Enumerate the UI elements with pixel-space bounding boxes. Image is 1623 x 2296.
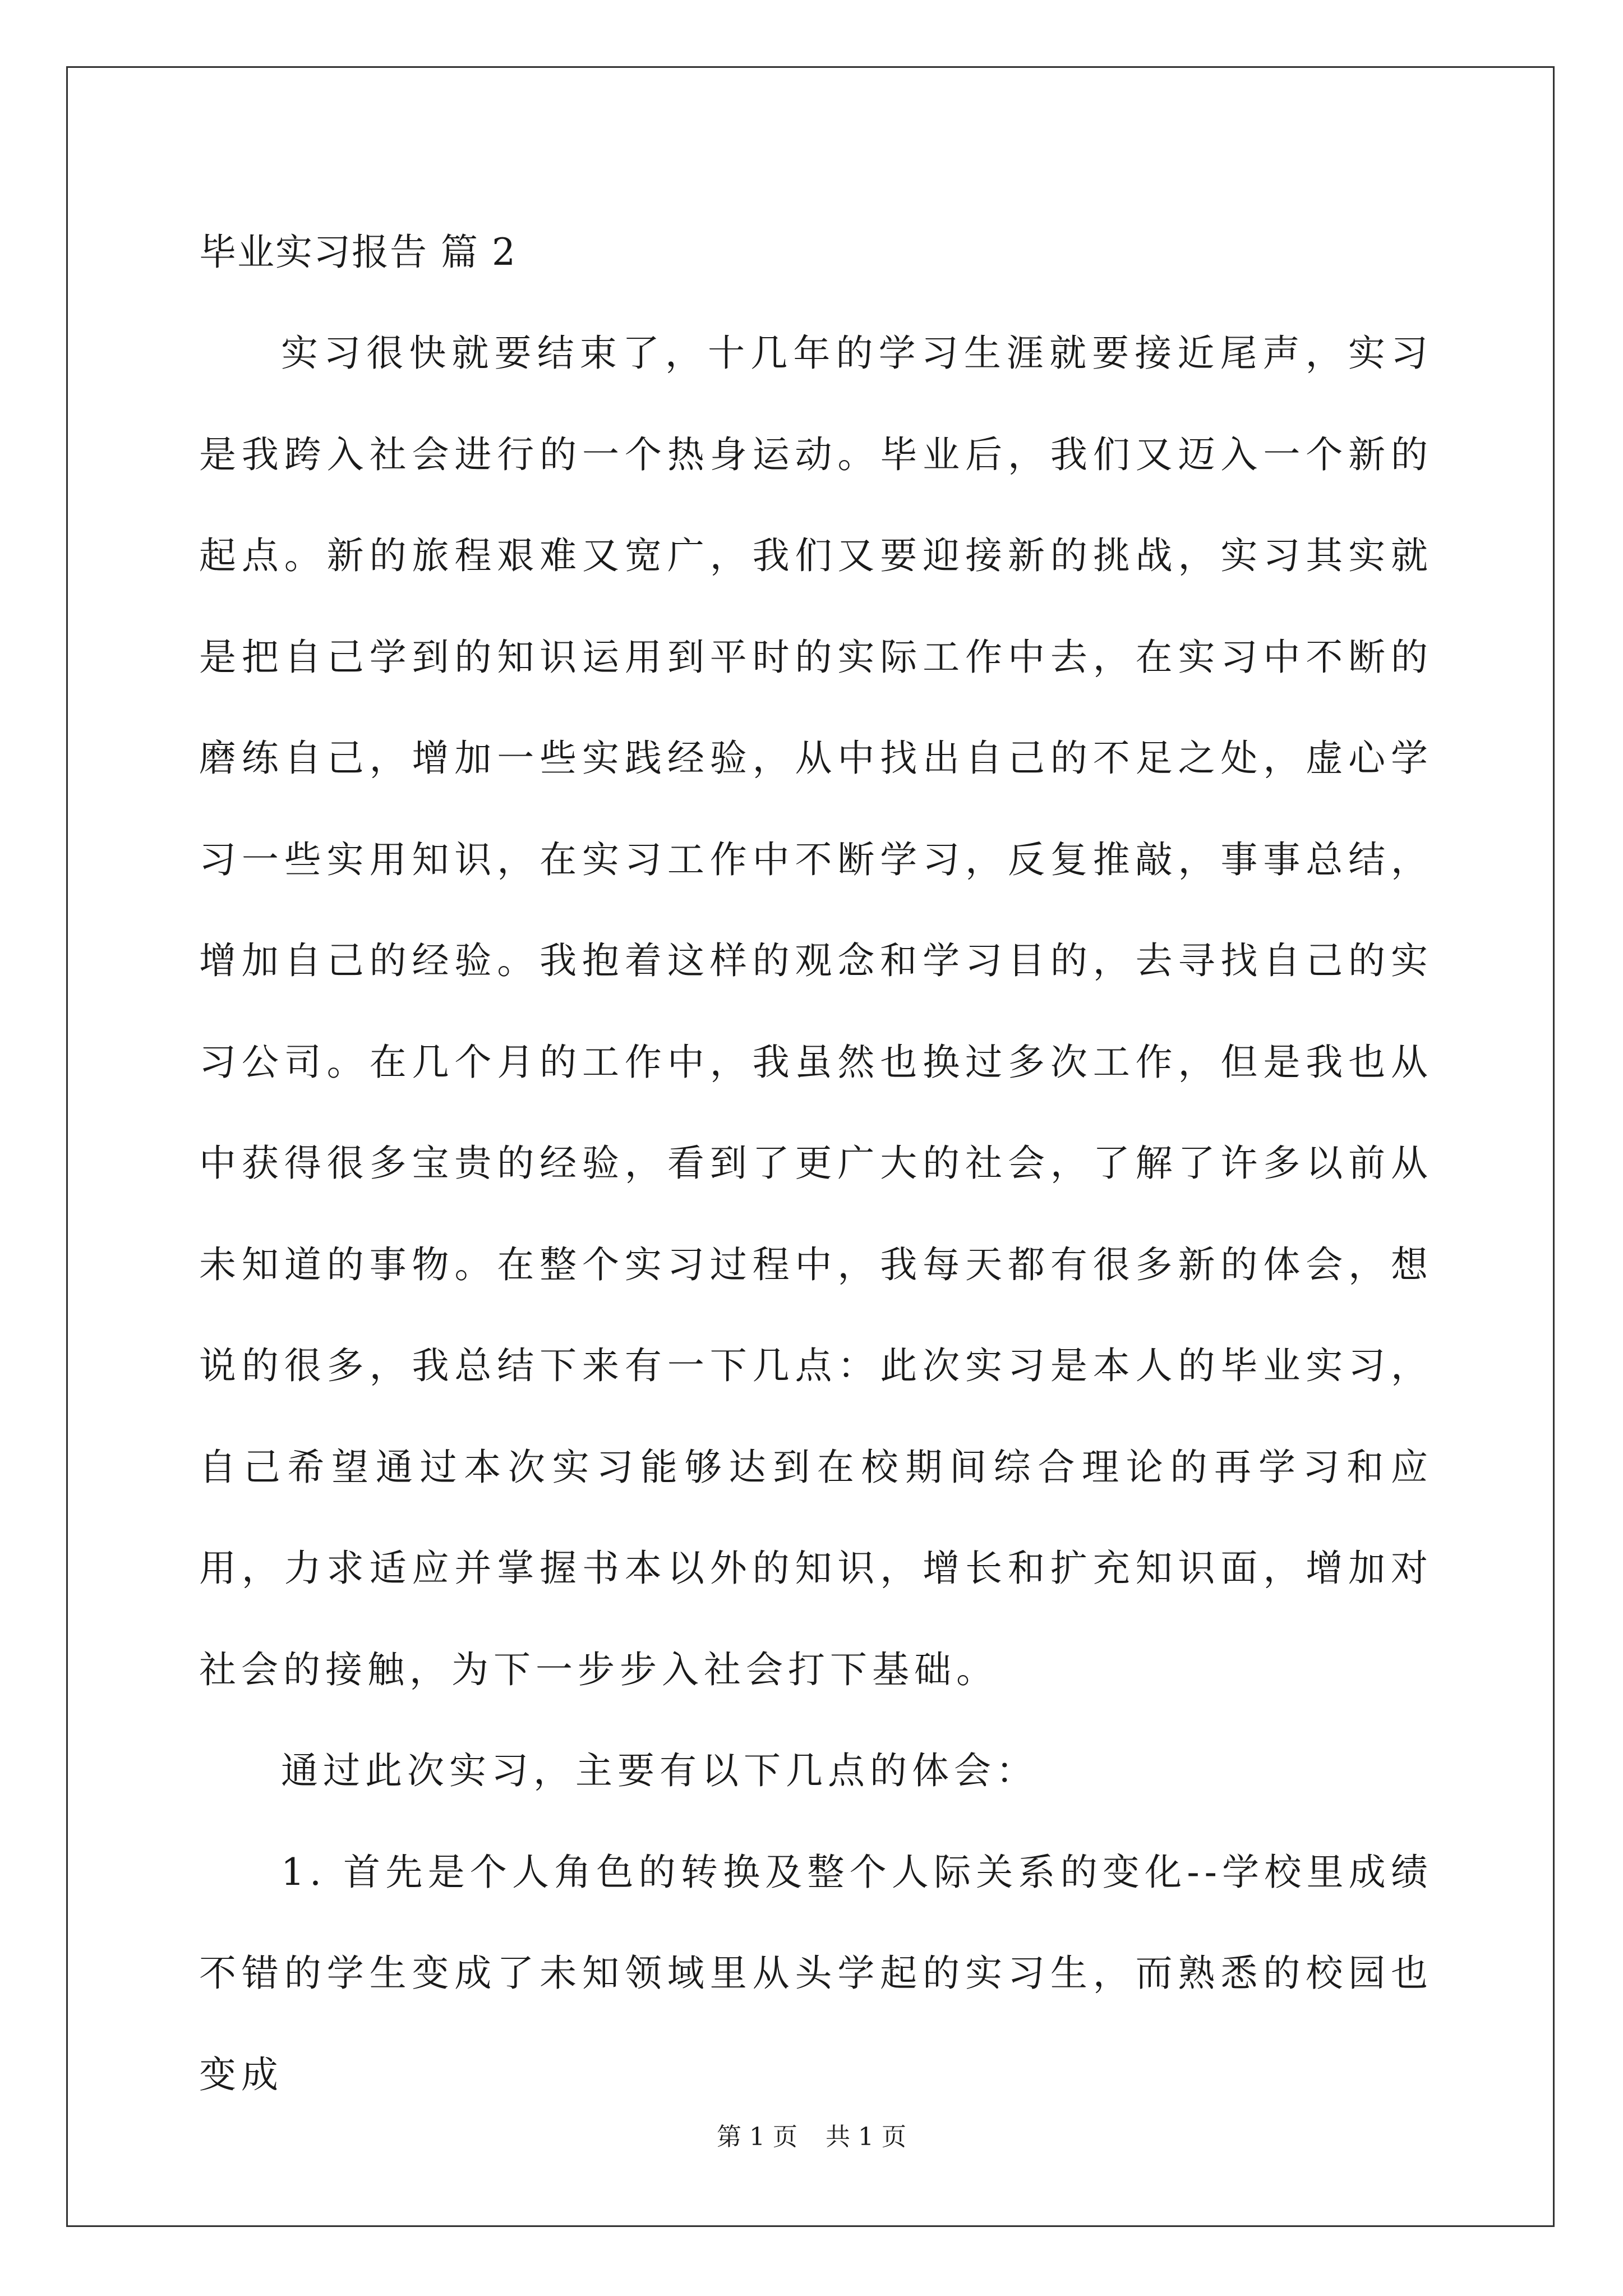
page-footer — [0, 2120, 1623, 2154]
paragraph-intro: 实习很快就要结束了，十几年的学习生涯就要接近尾声，实习是我跨入社会进行的一个热身运动。毕业后，我们又迈入一个新的起点。新的旅程艰难又宽广，我们又要迎接新的挑战，实习其实就是把自己学到的知识运用到平时的实际工作中去，在实习中不断的磨练自己，增加一些实践经验，从中找出自己的不足之处，虚心学习一些实用知识，在实习工作中不断学习，反复推敲，事事总结，增加自己的经验。我抱着这样的观念和学习目的，去寻找自己的实习公司。在几个月的工作中，我虽然也换过多次工作，但是我也从中获得很多宝贵的经验，看到了更广大的社会，了解了许多以前从未知道的事物。在整个实习过程中，我每天都有很多新的体会，想说的很多，我总结下来有一下几点：此次实习是本人的毕业实习，自己希望通过本次实习能够达到在校期间综合理论的再学习和应用，力求适应并掌握书本以外的知识，增长和扩充知识面，增加对社会的接触，为下一步步入社会打下基础。 — [199, 332, 1433, 1691]
paragraph-point-1: 1. 首先是个人角色的转换及整个人际关系的变化--学校里成绩不错的学生变成了未知领域里从头学起的实习生，而熟悉的校园也变成 — [199, 1850, 1433, 2096]
document-title: 毕业实习报告 篇 2 — [199, 231, 517, 274]
page-total: 共 1 页 — [826, 2123, 906, 2151]
document-body — [199, 202, 1433, 2125]
paragraph-summary-lead: 通过此次实习，主要有以下几点的体会： — [281, 1749, 1038, 1792]
page-number: 第 1 页 — [717, 2123, 797, 2151]
